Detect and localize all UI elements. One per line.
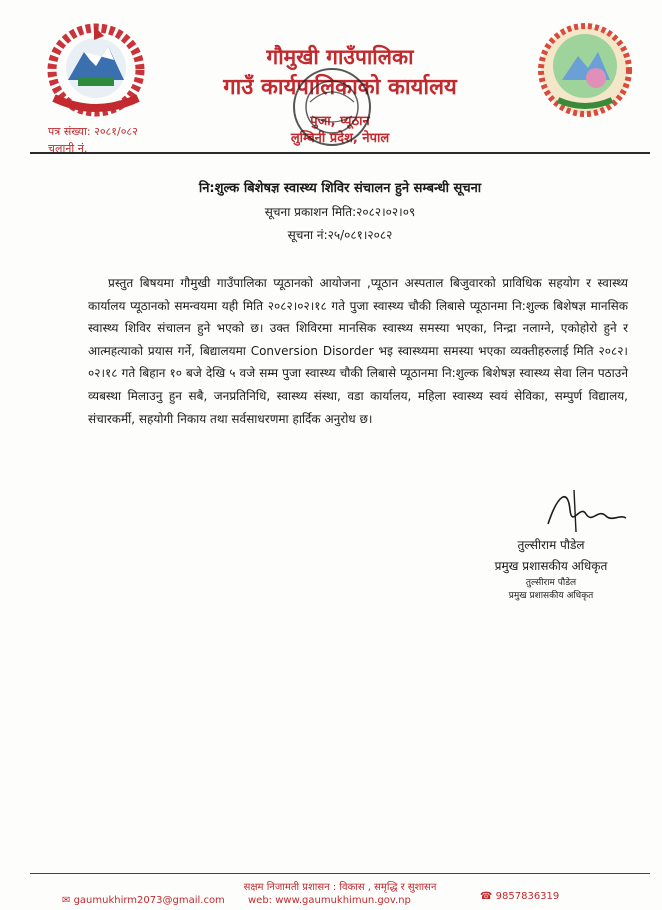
notice-publish-date: सूचना प्रकाशन मिति:२०८२।०२।०९ — [264, 205, 416, 219]
footer-phone-text: 9857836319 — [495, 891, 560, 902]
address-line-1: पुजा, प्यूठान — [310, 114, 370, 129]
footer-phone — [480, 891, 559, 902]
notice-body: प्रस्तुत बिषयमा गौमुखी गाउँपालिका प्यूठानको आयोजना ,प्यूठान अस्पताल बिजुवारको प्राविधिक सहयोग र स्वास्थ्य कार्यालय प्यूठानको समन्वयमा यही मिति २०८२।०२।१८ गते पुजा स्वास्थ्य चौकी लिबासे प्यूठानमा नि:शुल्क बिशेषज्ञ मानसिक स्वास्थ्य शिविर संचालन हुने भएको छ। उक्त शिविरमा मानसिक स्वास्थ्य समस्या भएका, निन्द्रा नलाग्ने, एकोहोरो हुने र आत्महत्याको प्रयास गर्ने, बिद्यालयमा Conversion Disorder भइ स्वास्थ्यमा समस्या भएका व्यक्तीहरुलाई मिति २०८२।०२।१८ गते बिहान १० बजे देखि ५ वजे सम्म पुजा स्वास्थ्य चौकी लिबासे प्यूठानमा नि:शुल्क बिशेषज्ञ स्वास्थ्य सेवा लिन पठाउने व्यबस्था मिलाउनु हुन सबै, जनप्रतिनिधि, स्वास्थ्य संस्था, वडा कार्यालय, महिला स्वास्थ्य स्वयं सेविका, सम्पुर्ण विद्यालय, संचारकर्मी, सहयोगी निकाय तथा सर्वसाधरणमा हार्दिक अनुरोध छ। — [88, 276, 628, 426]
footer-divider — [30, 873, 650, 874]
office-name: गाउँ कार्यपालिकाको कार्यालय — [223, 75, 457, 100]
header-divider — [30, 152, 650, 154]
notice-number: सूचना नं:२५/०८१।२०८२ — [287, 228, 393, 242]
footer-website: web: www.gaumukhimun.gov.np — [248, 895, 411, 906]
reference-number: पत्र संख्या: २०८१/०८२ — [48, 125, 138, 138]
seal-signatory-title: प्रमुख प्रशासकीय अधिकृत — [508, 591, 594, 601]
seal-signatory-name: तुल्सीराम पौडेल — [525, 578, 577, 588]
dispatch-number: चलानी नं. — [48, 142, 88, 155]
footer-email — [62, 895, 225, 906]
office-stamp-icon — [282, 62, 382, 152]
signatory-title: प्रमुख प्रशासकीय अधिकृत — [494, 559, 608, 573]
notice-subject: नि:शुल्क बिशेषज्ञ स्वास्थ्य शिविर संचालन हुने सम्बन्धी सूचना — [198, 181, 482, 196]
handwritten-signature-icon — [540, 484, 630, 540]
organization-name: गौमुखी गाउँपालिका — [266, 45, 414, 69]
footer-email-text: gaumukhirm2073@gmail.com — [73, 895, 225, 906]
nepal-emblem-icon — [44, 22, 148, 118]
email-icon: ✉ — [62, 895, 74, 906]
footer-slogan: सक्षम निजामती प्रशासन : विकास , समृद्धि र सुशासन — [243, 882, 437, 893]
municipality-logo-icon — [536, 22, 634, 118]
signatory-name: तुल्सीराम पौडेल — [517, 538, 585, 552]
address-line-2: लुम्बिनी प्रदेश, नेपाल — [290, 131, 390, 146]
phone-icon: ☎ — [480, 891, 496, 902]
